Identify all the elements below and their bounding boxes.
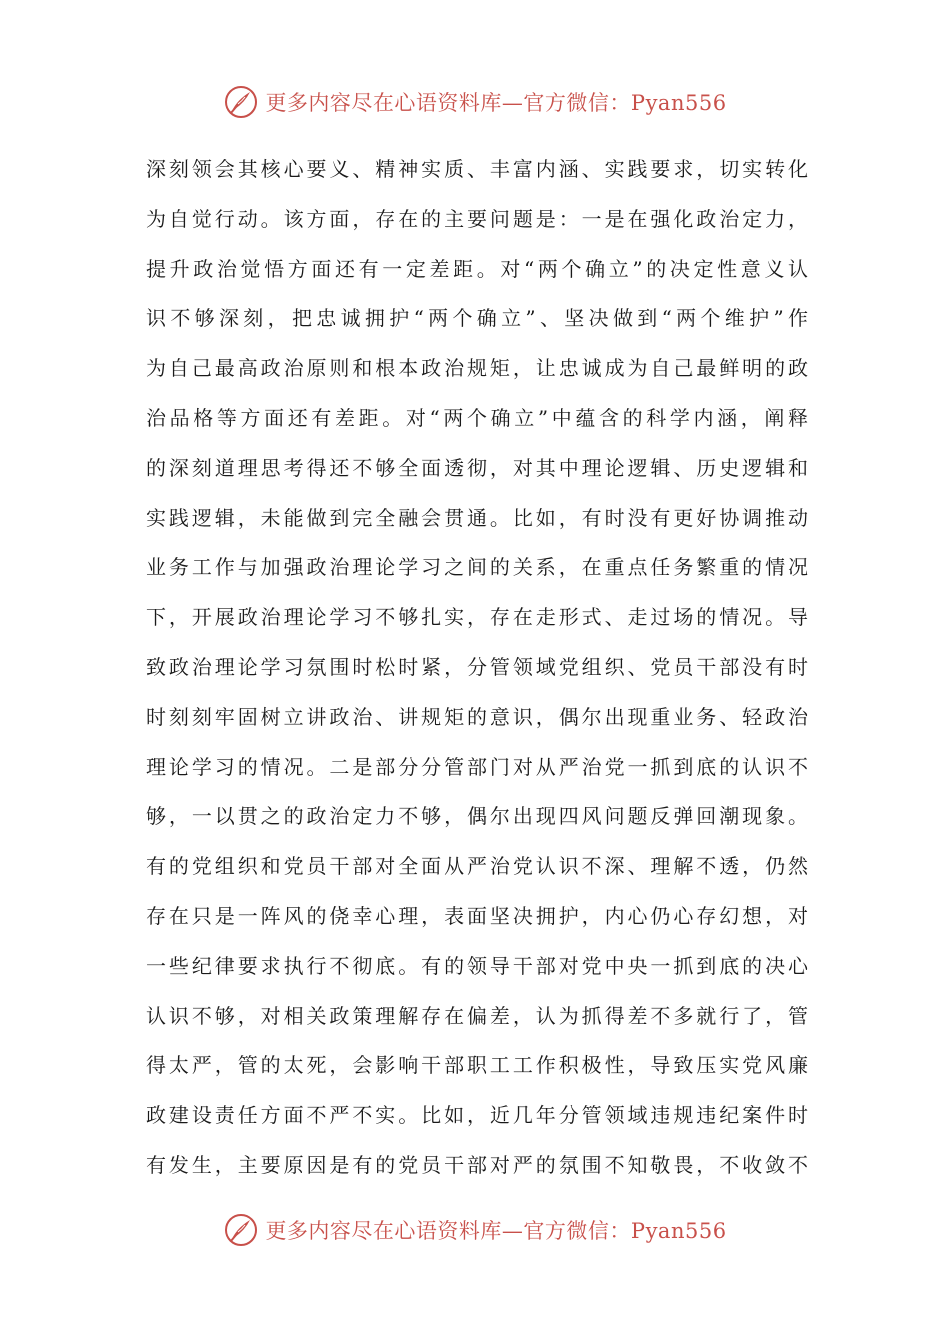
quill-pen-logo-icon xyxy=(223,84,259,120)
footer-banner xyxy=(0,1208,950,1252)
header-banner xyxy=(0,80,950,124)
body-text-line: 一些纪律要求执行不彻底。有的领导干部对党中央一抓到底的决心 xyxy=(146,953,808,978)
body-text-line: 深刻领会其核心要义、精神实质、丰富内涵、实践要求，切实转化 xyxy=(146,157,808,181)
body-text-line: 为自己最高政治原则和根本政治规矩，让忠诚成为自己最鲜明的政 xyxy=(146,356,808,381)
body-text-line: 时刻刻牢固树立讲政治、讲规矩的意识，偶尔出现重业务、轻政治 xyxy=(146,704,808,729)
body-text-line: 有发生，主要原因是有的党员干部对严的氛围不知敬畏，不收敛不 xyxy=(146,1152,808,1177)
body-text-line: 提升政治觉悟方面还有一定差距。对“两个确立”的决定性意义认 xyxy=(146,256,808,281)
footer-banner-text: 更多内容尽在心语资料库—官方微信：Pyan556 xyxy=(265,1219,727,1243)
body-text-line: 业务工作与加强政治理论学习之间的关系，在重点任务繁重的情况 xyxy=(146,555,808,580)
body-text-line: 认识不够，对相关政策理解存在偏差，认为抓得差不多就行了，管 xyxy=(146,1003,808,1028)
body-text-line: 为自觉行动。该方面，存在的主要问题是：一是在强化政治定力， xyxy=(146,206,808,231)
body-text-line: 的深刻道理思考得还不够全面透彻，对其中理论逻辑、历史逻辑和 xyxy=(146,455,808,480)
body-text-line: 识不够深刻，把忠诚拥护“两个确立”、坚决做到“两个维护”作 xyxy=(146,306,808,331)
quill-pen-logo-icon xyxy=(223,1212,259,1248)
body-text-line: 得太严，管的太死，会影响干部职工工作积极性，导致压实党风廉 xyxy=(146,1053,808,1078)
body-text-line: 政建设责任方面不严不实。比如，近几年分管领域违规违纪案件时 xyxy=(146,1103,808,1128)
header-banner-text: 更多内容尽在心语资料库—官方微信：Pyan556 xyxy=(265,91,727,115)
body-text-line: 存在只是一阵风的侥幸心理，表面坚决拥护，内心仍心存幻想，对 xyxy=(146,903,808,928)
body-text-line: 有的党组织和党员干部对全面从严治党认识不深、理解不透，仍然 xyxy=(146,854,808,879)
body-text-line: 下，开展政治理论学习不够扎实，存在走形式、走过场的情况。导 xyxy=(146,605,808,630)
body-text-line: 致政治理论学习氛围时松时紧，分管领域党组织、党员干部没有时 xyxy=(146,654,808,679)
body-text-line: 够，一以贯之的政治定力不够，偶尔出现四风问题反弹回潮现象。 xyxy=(146,804,808,829)
body-text-line: 实践逻辑，未能做到完全融会贯通。比如，有时没有更好协调推动 xyxy=(146,505,808,530)
body-text-line: 理论学习的情况。二是部分分管部门对从严治党一抓到底的认识不 xyxy=(146,754,808,779)
document-body xyxy=(146,145,808,1191)
body-text-line: 治品格等方面还有差距。对“两个确立”中蕴含的科学内涵，阐释 xyxy=(146,405,808,430)
